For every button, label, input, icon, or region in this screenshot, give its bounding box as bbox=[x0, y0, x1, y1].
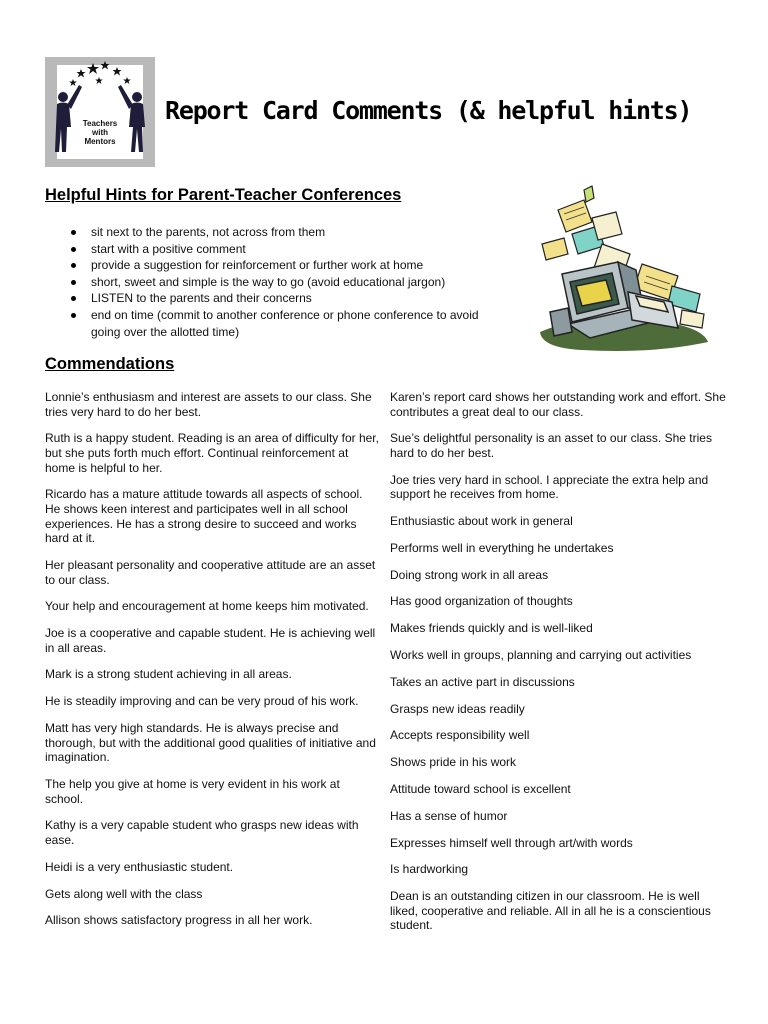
comment-item: Has a sense of humor bbox=[390, 808, 508, 823]
comment-item: Shows pride in his work bbox=[390, 755, 517, 770]
logo-line-3: Mentors bbox=[84, 137, 116, 146]
comment-item: Accepts responsibility well bbox=[390, 728, 530, 743]
computer-papers-clipart-icon bbox=[532, 182, 712, 357]
page-title: Report Card Comments (& helpful hints) bbox=[165, 96, 692, 125]
comment-item: Matt has very high standards. He is always precise and thorough, but with the additional good qualities of initiative and imagination. bbox=[45, 721, 376, 765]
comment-item: Takes an active part in discussions bbox=[390, 674, 575, 689]
hint-item: sit next to the parents, not across from them bbox=[70, 224, 510, 241]
comment-item: Ricardo has a mature attitude towards all aspects of school. He shows keen interest and participates well in all school experiences. He has a strong desire to succeed and works hard at it. bbox=[45, 487, 363, 546]
logo-line-2: with bbox=[92, 128, 108, 137]
logo-line-1: Teachers bbox=[82, 119, 118, 128]
comment-item: Sue’s delightful personality is an asset to our class. She tries hard to do her best. bbox=[390, 431, 712, 460]
commendations-right-column bbox=[390, 390, 730, 945]
comment-item: Attitude toward school is excellent bbox=[390, 781, 571, 796]
comment-item: Allison shows satisfactory progress in all her work. bbox=[45, 913, 313, 928]
hint-item: end on time (commit to another conference or phone conference to avoid going over the allotted time) bbox=[70, 307, 510, 340]
comment-item: Your help and encouragement at home keeps him motivated. bbox=[45, 599, 369, 614]
comment-item: Karen’s report card shows her outstanding work and effort. She contributes a great deal to our class. bbox=[390, 390, 726, 419]
comment-item: Has good organization of thoughts bbox=[390, 594, 573, 609]
comment-item: Heidi is a very enthusiastic student. bbox=[45, 859, 234, 874]
comment-item: Doing strong work in all areas bbox=[390, 567, 549, 582]
comment-item: Joe tries very hard in school. I appreciate the extra help and support he receives from home. bbox=[390, 472, 709, 502]
comment-item: Her pleasant personality and cooperative attitude are an asset to our class. bbox=[45, 557, 376, 587]
comment-item: Performs well in everything he undertakes bbox=[390, 540, 614, 555]
comment-item: He is steadily improving and can be very proud of his work. bbox=[45, 694, 359, 709]
comment-item: Ruth is a happy student. Reading is an area of difficulty for her, but she puts forth much effort. Continual reinforcement at home is helpful to her. bbox=[45, 431, 379, 475]
hints-list bbox=[70, 224, 510, 340]
comment-item: Works well in groups, planning and carrying out activities bbox=[390, 648, 692, 663]
comment-item: Expresses himself well through art/with words bbox=[390, 835, 633, 850]
mentors-figures-icon bbox=[45, 57, 155, 167]
teachers-with-mentors-logo bbox=[45, 57, 155, 167]
hint-item: start with a positive comment bbox=[70, 241, 510, 258]
hint-item: short, sweet and simple is the way to go (avoid educational jargon) bbox=[70, 274, 510, 291]
comment-item: Makes friends quickly and is well-liked bbox=[390, 621, 593, 636]
comment-item: Gets along well with the class bbox=[45, 886, 203, 901]
hint-item: LISTEN to the parents and their concerns bbox=[70, 290, 510, 307]
commendations-left-column bbox=[45, 390, 380, 940]
comment-item: The help you give at home is very evident in his work at school. bbox=[45, 776, 340, 806]
hints-heading: Helpful Hints for Parent-Teacher Conferences bbox=[45, 186, 402, 204]
comment-item: Grasps new ideas readily bbox=[390, 701, 525, 716]
comment-item: Is hardworking bbox=[390, 862, 469, 877]
hint-item: provide a suggestion for reinforcement or further work at home bbox=[70, 257, 510, 274]
comment-item: Enthusiastic about work in general bbox=[390, 514, 573, 529]
commendations-heading: Commendations bbox=[45, 355, 175, 373]
comment-item: Joe is a cooperative and capable student. He is achieving well in all areas. bbox=[45, 626, 376, 655]
comment-item: Mark is a strong student achieving in all areas. bbox=[45, 667, 292, 682]
comment-item: Kathy is a very capable student who grasps new ideas with ease. bbox=[45, 818, 359, 847]
logo-caption bbox=[65, 119, 135, 146]
comment-item: Lonnie’s enthusiasm and interest are assets to our class. She tries very hard to do her best. bbox=[45, 390, 372, 419]
comment-item: Dean is an outstanding citizen in our classroom. He is well liked, cooperative and reliable. All in all he is a conscientious student. bbox=[390, 889, 711, 933]
